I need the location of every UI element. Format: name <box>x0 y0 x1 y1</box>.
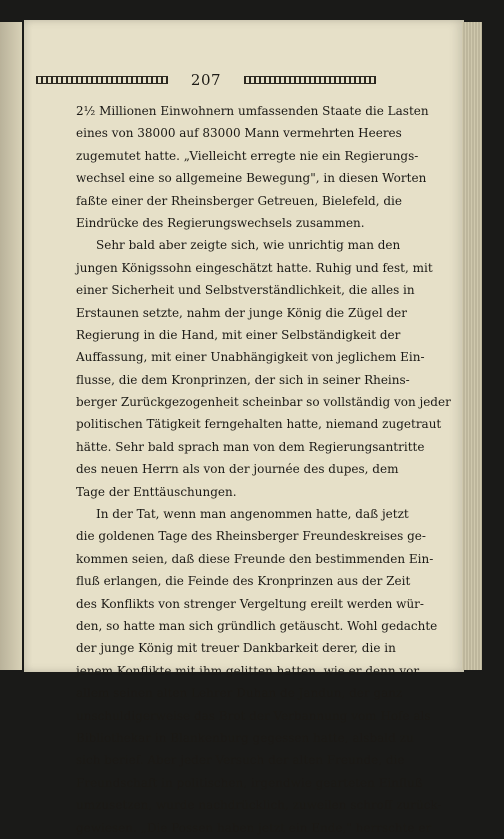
text-line: sich berief. Aber jeder Versuch der alten Freunde, die <box>76 753 405 768</box>
text-line: gewiesen. „Die Possen haben jetzt ein Ende," herrschte er <box>76 820 432 835</box>
text-line: Bibliothekar in Blankenburg gegessen hatte, alsbald zu <box>76 730 414 745</box>
body-text <box>76 100 451 839</box>
text-line: zugemutet hatte. „Vielleicht erregte nie ein Regierungs- <box>76 148 419 163</box>
text-line: In der Tat, wenn man angenommen hatte, daß jetzt <box>96 507 409 522</box>
text-line: Eindrücke des Regierungswechsels zusammen. <box>76 215 365 230</box>
page-number: 207 <box>190 71 222 89</box>
text-line: wechsel eine so allgemeine Bewegung", in diesen Worten <box>76 171 427 186</box>
text-line: einer Sicherheit und Selbstverständlichkeit, die alles in <box>76 283 415 298</box>
text-line: Auffassung, mit einer Unabhängigkeit von jeglichem Ein- <box>76 350 425 365</box>
text-line: jenem Konflikte mit ihm gelitten hatten, wie er denn vor <box>76 663 420 678</box>
text-line: Tage der Enttäuschungen. <box>76 484 237 499</box>
text-line: Freundschaft in politischen, irgendwie gearteten Einfluß <box>76 775 423 790</box>
text-line: den, so hatte man sich gründlich getäuscht. Wohl gedachte <box>76 618 438 633</box>
text-line: des neuen Herrn als von der journée des dupes, dem <box>76 462 399 477</box>
facing-page-edge <box>0 22 22 670</box>
text-line: fluß erlangen, die Feinde des Kronprinzen aus der Zeit <box>76 574 411 589</box>
text-line: Regierung in die Hand, mit einer Selbständigkeit der <box>76 327 401 342</box>
paragraph <box>76 234 451 503</box>
text-line: faßte einer der Rheinsberger Getreuen, Bielefeld, die <box>76 193 402 208</box>
text-line: umzusetzen, wurde nachdrücklich, zuweilen schroff zurück- <box>76 798 442 813</box>
text-line: unschuldigerweise das Brot der Verbannung vom Hofe als <box>76 708 431 723</box>
text-line: kommen seien, daß diese Freunde den bestimmenden Ein- <box>76 551 434 566</box>
text-line: Sehr bald aber zeigte sich, wie unrichtig man den <box>96 238 401 253</box>
header-ornament-right <box>244 76 376 84</box>
text-line: eines von 38000 auf 83000 Mann vermehrten Heeres <box>76 126 402 141</box>
text-line: des Konflikts von strenger Vergeltung ereilt werden wür- <box>76 596 424 611</box>
text-line: politischen Tätigkeit ferngehalten hatte, niemand zugetraut <box>76 417 442 432</box>
text-line: der junge König mit treuer Dankbarkeit derer, die in <box>76 641 396 656</box>
text-line: jungen Königssohn eingeschätzt hatte. Ruhig und fest, mit <box>76 260 433 275</box>
text-line: hätte. Sehr bald sprach man von dem Regierungsantritte <box>76 439 425 454</box>
paragraph <box>76 503 442 839</box>
text-line: die goldenen Tage des Rheinsberger Freundeskreises ge- <box>76 529 426 544</box>
text-line: Erstaunen setzte, nahm der junge König die Zügel der <box>76 305 407 320</box>
paragraph <box>76 100 429 234</box>
text-line: 2½ Millionen Einwohnern umfassenden Staate die Lasten <box>76 104 429 118</box>
text-line: flusse, die dem Kronprinzen, der sich in seiner Rheins- <box>76 372 410 387</box>
header-ornament-left <box>36 76 168 84</box>
text-line: berger Zurückgezogenheit scheinbar so vollständig von jeder <box>76 395 451 410</box>
running-header <box>36 72 376 88</box>
text-line: allem seinen alten Lehrer Duhan de Jandun, der ganz <box>76 686 403 701</box>
page-stack-edges <box>462 22 482 670</box>
